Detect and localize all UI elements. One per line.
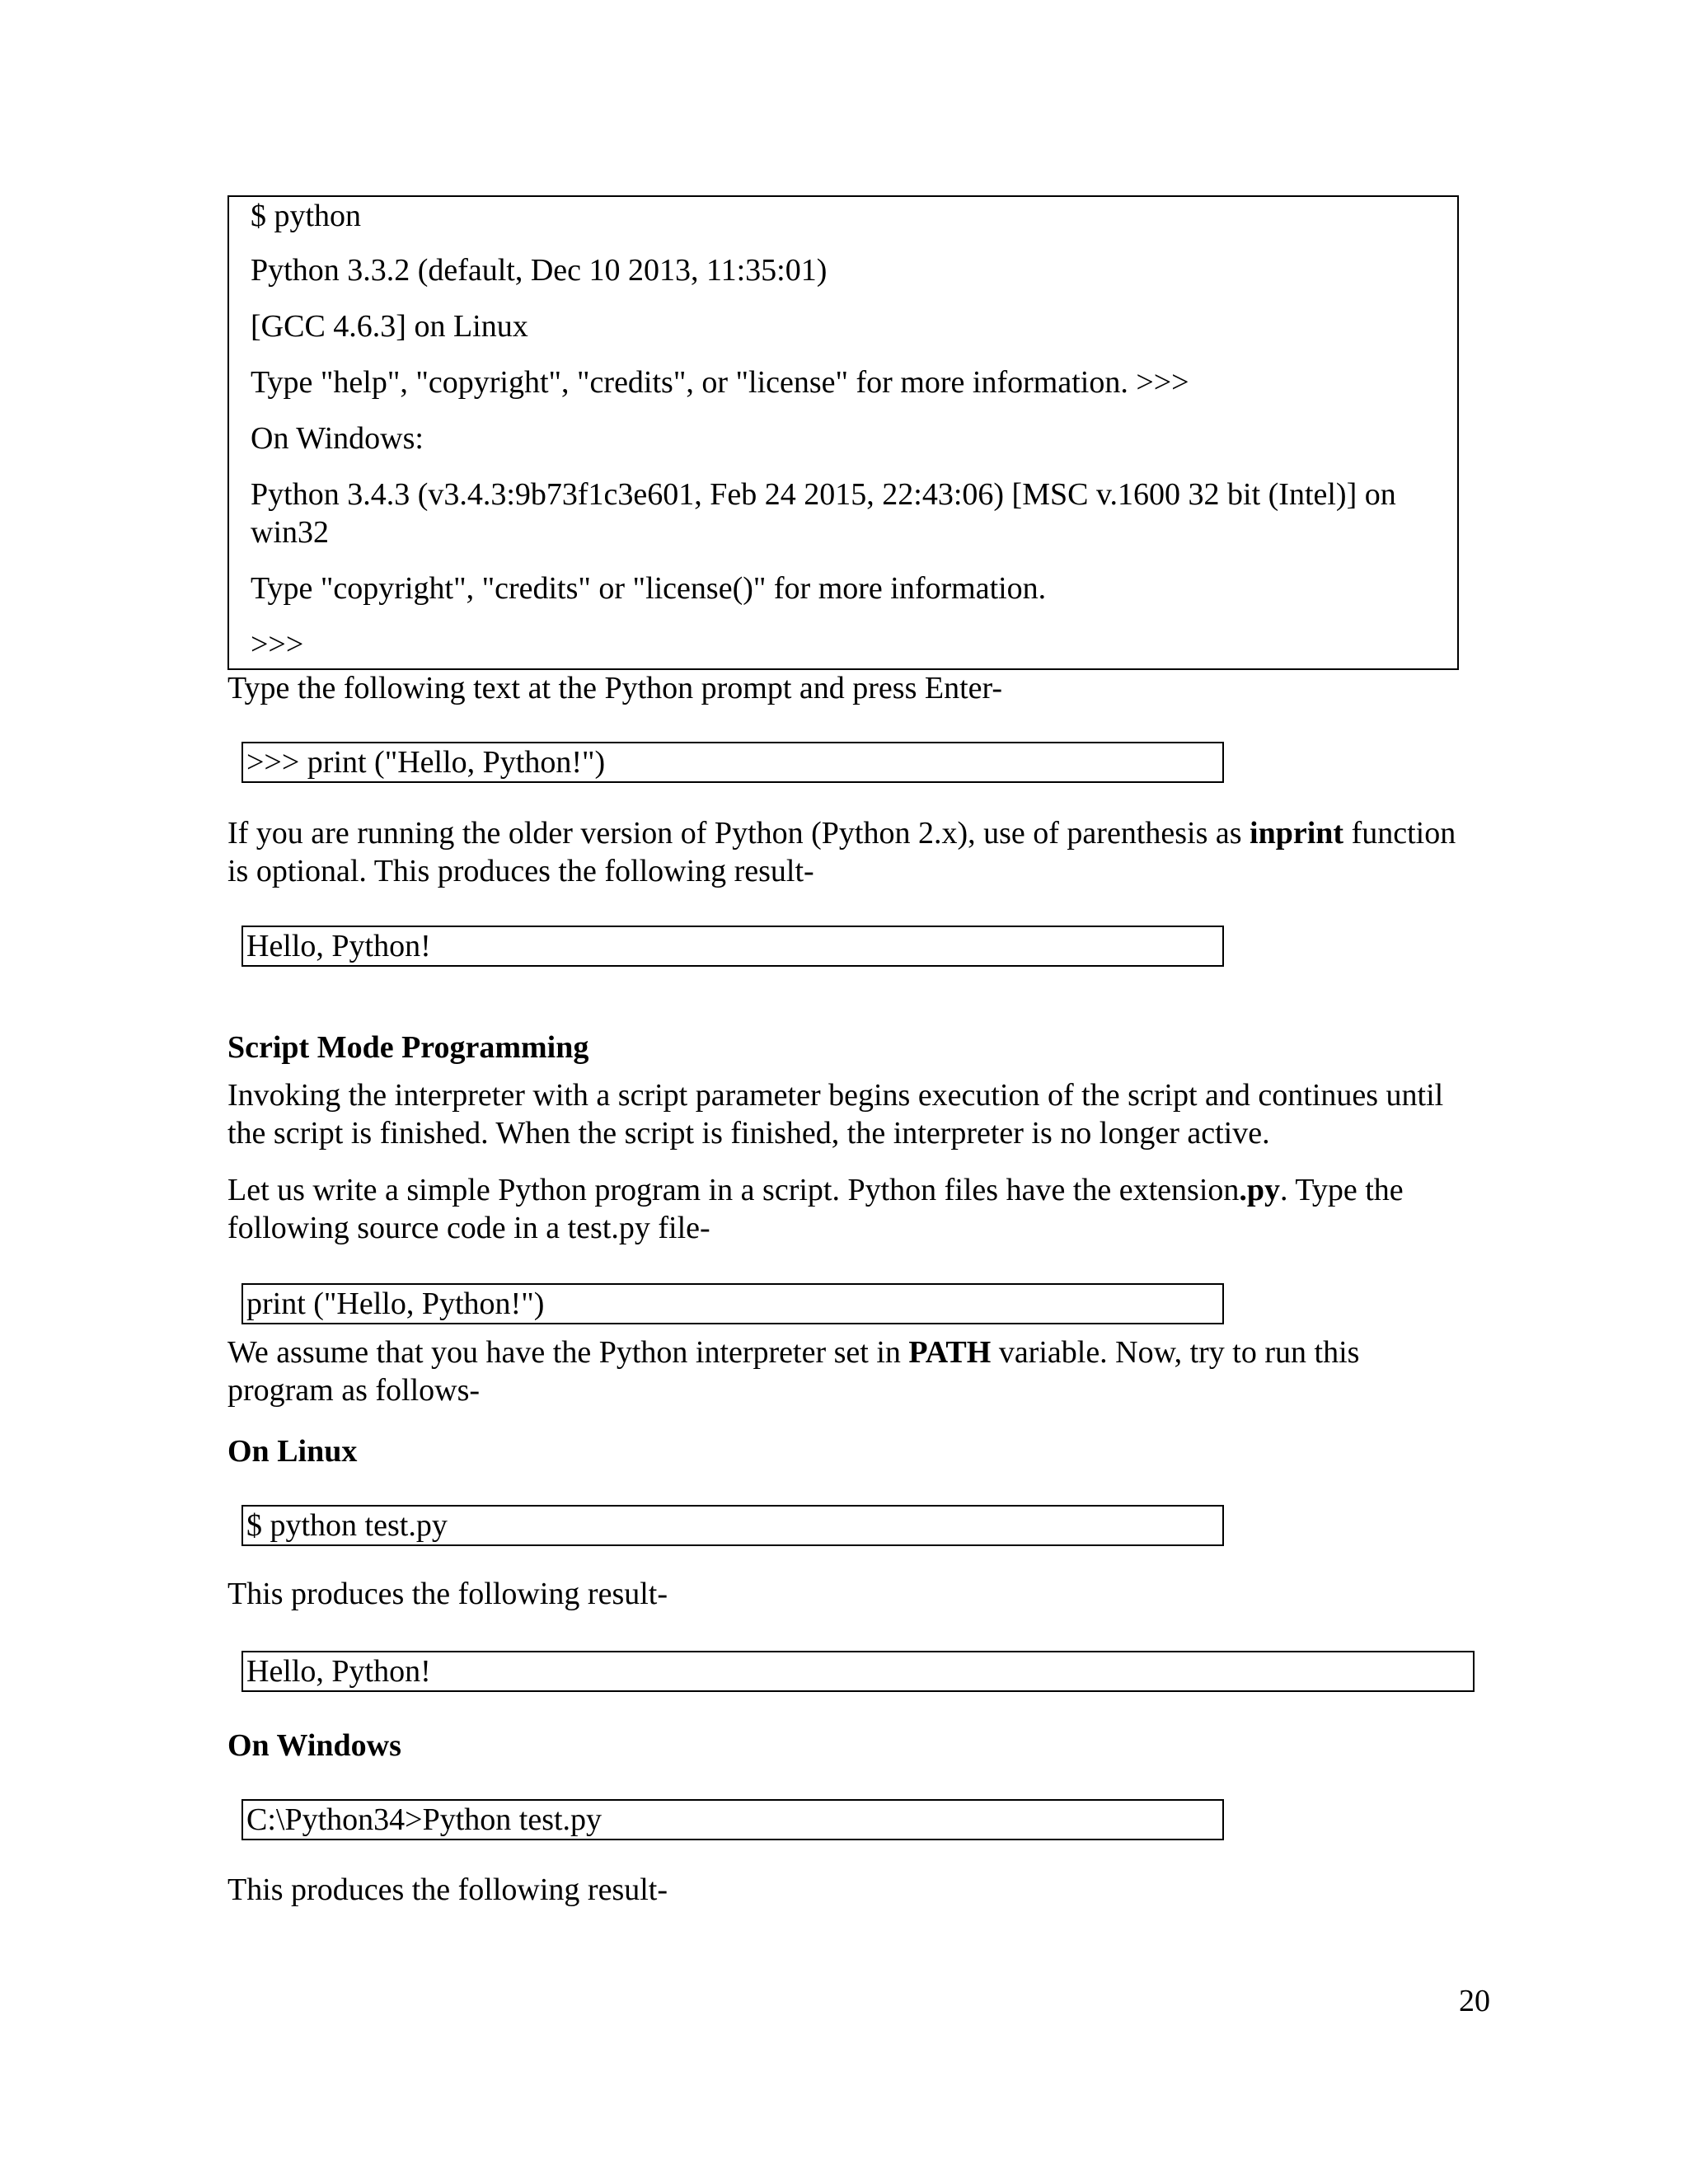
- console-line: Python 3.3.2 (default, Dec 10 2013, 11:35:01): [251, 253, 828, 288]
- code-box-linux-command: $ python test.py: [241, 1505, 1224, 1546]
- page-number: 20: [1459, 1984, 1490, 2018]
- console-line: >>>: [251, 627, 304, 662]
- console-line: Type "help", "copyright", "credits", or "license" for more information. >>>: [251, 365, 1189, 400]
- console-line: $ python: [251, 199, 362, 233]
- heading-on-windows: On Windows: [227, 1728, 401, 1763]
- code-box-source: print ("Hello, Python!"): [241, 1283, 1224, 1324]
- code-box-windows-command: C:\Python34>Python test.py: [241, 1799, 1224, 1840]
- console-line: Type "copyright", "credits" or "license()" for more information.: [251, 571, 1047, 606]
- paragraph-path-note: We assume that you have the Python interpreter set in PATH variable. Now, try to run this program as follows-: [227, 1335, 1360, 1408]
- paragraph-python2-note: If you are running the older version of Python (Python 2.x), use of parenthesis as inprint function is optional. This produces the following result-: [227, 816, 1456, 888]
- console-line: [GCC 4.6.3] on Linux: [251, 309, 528, 344]
- code-box-result: Hello, Python!: [241, 926, 1224, 967]
- heading-on-linux: On Linux: [227, 1434, 358, 1469]
- console-line: On Windows:: [251, 421, 424, 456]
- section-heading: Script Mode Programming: [227, 1030, 589, 1065]
- paragraph-result-linux: This produces the following result-: [227, 1577, 668, 1611]
- console-output-block: [227, 195, 1459, 670]
- code-box-print: >>> print ("Hello, Python!"): [241, 742, 1224, 783]
- paragraph-result-windows: This produces the following result-: [227, 1872, 668, 1907]
- paragraph-script-mode: Invoking the interpreter with a script parameter begins execution of the script and continues until the script is finished. When the script is finished, the interpreter is no longer active.: [227, 1078, 1444, 1151]
- code-box-linux-result: Hello, Python!: [241, 1651, 1475, 1692]
- paragraph-script-file: Let us write a simple Python program in a script. Python files have the extension.py. Type the following source code in a test.py file-: [227, 1173, 1404, 1245]
- paragraph-python-prompt: Type the following text at the Python prompt and press Enter-: [227, 671, 1003, 705]
- console-line: Python 3.4.3 (v3.4.3:9b73f1c3e601, Feb 24 2015, 22:43:06) [MSC v.1600 32 bit (Intel)] on win32: [251, 477, 1396, 550]
